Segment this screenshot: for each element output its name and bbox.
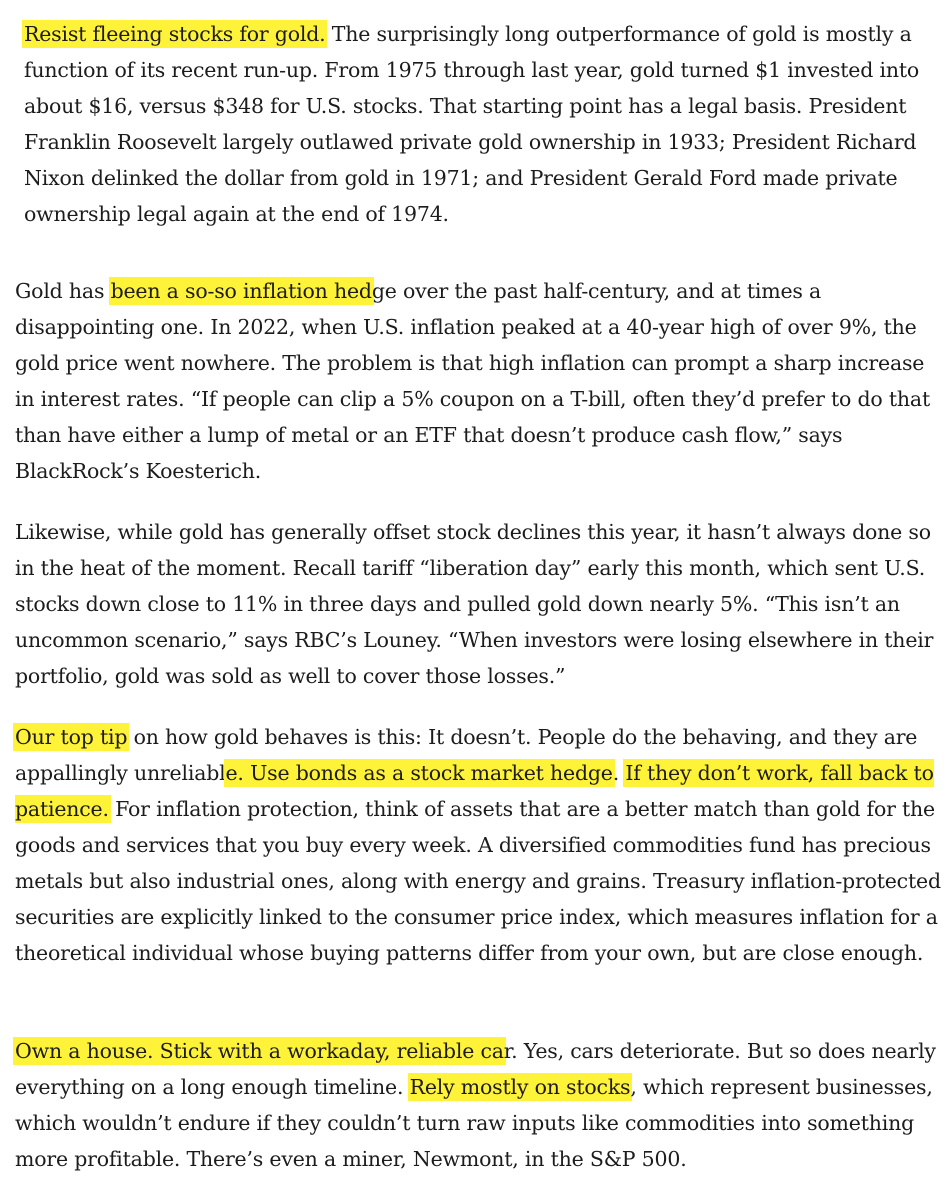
text-segment: r. Yes, cars deteriorate. But so does nearly everything on a long enough timeline.: [15, 1039, 936, 1099]
highlighted-text: If they don’t work, fall back to patience.: [15, 761, 934, 821]
text-segment: For inflation protection, think of assets that are a better match than gold for the goods and services that you buy every week. A diversified commodities fund has precious metals but also industrial ones, along with energy and grains. Treasury inflation-protected securities are explicitly linked to the consumer price index, which measures inflation for a theoretical individual whose buying patterns differ from your own, but are close enough.: [15, 797, 941, 965]
paragraph-top-tip: [15, 719, 945, 971]
paragraph-resist-gold: [24, 16, 945, 232]
paragraph-own-a-house: [15, 1033, 945, 1177]
highlighted-text: Our top tip: [15, 725, 128, 749]
highlighted-text: been a so-so inflation hed: [110, 279, 372, 303]
text-segment: The surprisingly long outperformance of gold is mostly a function of its recent run-up. From 1975 through last year, gold turned $1 invested into about $16, versus $348 for U.S. stocks. That starting point has a legal basis. President Franklin Roosevelt largely outlawed private gold ownership in 1933; President Richard Nixon delinked the dollar from gold in 1971; and President Gerald Ford made private ownership legal again at the end of 1974.: [24, 22, 920, 226]
highlighted-text: e. Use bonds as a stock market hedge: [225, 761, 613, 785]
text-segment: Gold has: [15, 279, 111, 303]
text-segment: on how gold behaves is this: It doesn’t. People do the behaving, and they are appallingly unreliabl: [15, 725, 918, 785]
highlighted-text: Rely mostly on stocks: [409, 1075, 631, 1099]
paragraph-inflation-hedge: [15, 273, 945, 489]
highlighted-text: Own a house. Stick with a workaday, reliable ca: [15, 1039, 504, 1063]
text-segment: .: [612, 761, 626, 785]
text-segment: ge over the past half-century, and at times a disappointing one. In 2022, when U.S. inflation peaked at a 40-year high of over 9%, the gold price went nowhere. The problem is that high inflation can prompt a sharp increase in interest rates. “If people can clip a 5% coupon on a T-bill, often they’d prefer to do that than have either a lump of metal or an ETF that doesn’t produce cash flow,” says BlackRock’s Koesterich.: [15, 279, 930, 483]
text-segment: Likewise, while gold has generally offset stock declines this year, it hasn’t always done so in the heat of the moment. Recall tariff “liberation day” early this month, which sent U.S. stocks down close to 11% in three days and pulled gold down nearly 5%. “This isn’t an uncommon scenario,” says RBC’s Louney. “When investors were losing elsewhere in their portfolio, gold was sold as well to cover those losses.”: [15, 520, 934, 688]
highlighted-text: Resist fleeing stocks for gold.: [24, 22, 326, 46]
paragraph-liberation-day: [15, 514, 945, 694]
text-segment: , which represent businesses, which wouldn’t endure if they couldn’t turn raw inputs like commodities into something more profitable. There’s even a miner, Newmont, in the S&P 500.: [15, 1075, 933, 1171]
